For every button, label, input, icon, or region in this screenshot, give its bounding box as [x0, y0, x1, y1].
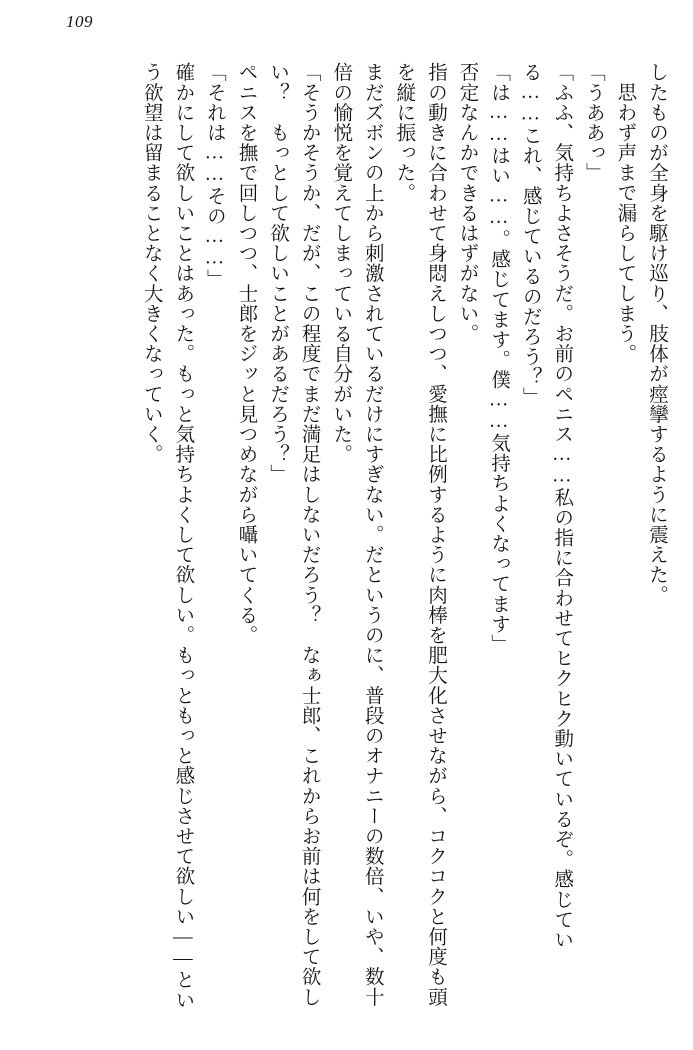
paragraph: 「それは……その……」	[203, 62, 225, 290]
paragraph: 「そうかそうか、だが、この程度でまだ満足はしないだろう？ なぁ士郎、これからお前は何をして欲しい？ もっとして欲しいことがあるだろう？」	[267, 62, 320, 1007]
page-number: 109	[66, 12, 93, 31]
paragraph: したものが全身を駆け巡り、肢体が痙攣するように震えた。	[646, 62, 667, 605]
paragraph: まだズボンの上から刺激されているだけにすぎない。だというのに、普段のオナニーの数倍、いや、数十倍の愉悦を覚えてしまっている自分がいた。	[330, 62, 383, 1007]
paragraph: 指の動きに合わせて身悶えしつつ、愛撫に比例するように肉棒を肥大化させながら、コクコクと何度も頭を縦に振った。	[393, 62, 446, 1007]
paragraph: 否定なんかできるはずがない。	[456, 62, 478, 344]
page-text-body	[22, 62, 672, 1012]
paragraph: 「ふふ、気持ちよさそうだ。お前のペニス……私の指に合わせてヒクヒク動いているぞ。感じている……これ、感じているのだろう？」	[519, 62, 573, 950]
paragraph: 「うああっ」	[582, 62, 604, 183]
paragraph: ペニスを撫で回しつつ、士郎をジッと見つめながら囁いてくる。	[235, 62, 257, 645]
paragraph: 思わず声まで漏らしてしまう。	[614, 81, 636, 363]
paragraph: 「は……はい……。感じてます。僕……気持ちよくなってます」	[488, 62, 510, 654]
paragraph: 確かにして欲しいことはあった。もっと気持ちよくして欲しい。もっともっと感じさせて欲しい――という欲望は留まることなく大きくなっていく。	[140, 62, 194, 1010]
